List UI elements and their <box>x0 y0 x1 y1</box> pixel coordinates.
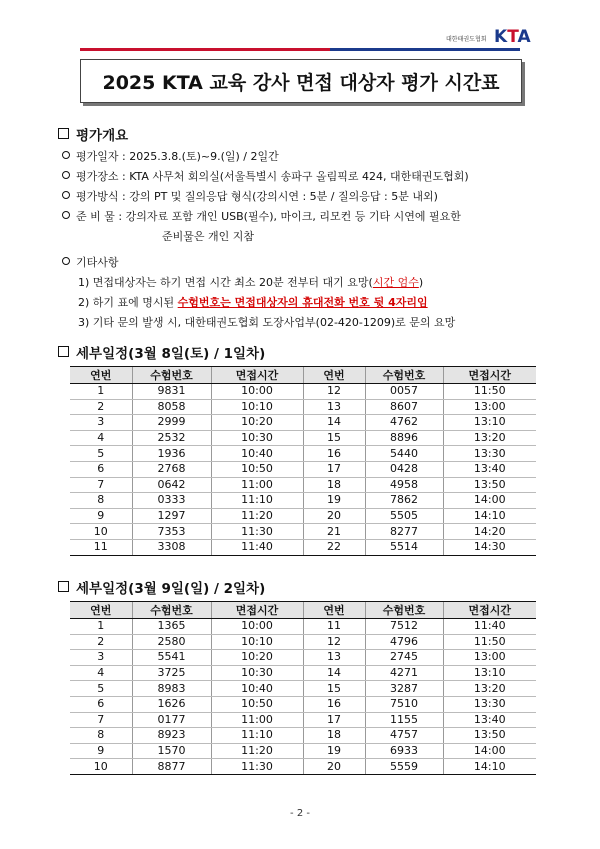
table-cell: 12 <box>303 634 365 650</box>
day2-heading-text: 세부일정(3월 9일(일) / 2일차) <box>76 581 266 597</box>
table-cell: 9831 <box>132 384 211 400</box>
circle-bullet-icon <box>62 191 70 199</box>
table-cell: 0642 <box>132 477 211 493</box>
table-cell: 11:30 <box>211 524 303 540</box>
column-header: 수험번호 <box>365 602 443 619</box>
table-cell: 14:00 <box>443 493 536 509</box>
table-cell: 2745 <box>365 650 443 666</box>
table-cell: 14 <box>303 415 365 431</box>
table-row <box>70 696 536 712</box>
day1-heading <box>58 342 265 362</box>
overview-prep-text: 준 비 물 : 강의자료 포함 개인 USB(필수), 마이크, 리모컨 등 기타 시연에 필요한 <box>76 210 461 223</box>
table-header-row <box>70 367 536 384</box>
table-cell: 13:40 <box>443 461 536 477</box>
table-cell: 15 <box>303 681 365 697</box>
table-cell: 9 <box>70 508 132 524</box>
column-header: 수험번호 <box>132 367 211 384</box>
square-bullet-icon <box>58 128 69 139</box>
table-cell: 0333 <box>132 493 211 509</box>
table-row <box>70 384 536 400</box>
table-cell: 11:10 <box>211 493 303 509</box>
table-cell: 10:30 <box>211 430 303 446</box>
table-cell: 5505 <box>365 508 443 524</box>
overview-heading <box>58 124 128 144</box>
table-cell: 14 <box>303 665 365 681</box>
table-cell: 2532 <box>132 430 211 446</box>
table-cell: 12 <box>303 384 365 400</box>
column-header: 면접시간 <box>211 367 303 384</box>
table-cell: 3725 <box>132 665 211 681</box>
table-cell: 13:20 <box>443 430 536 446</box>
table-row <box>70 650 536 666</box>
table-cell: 21 <box>303 524 365 540</box>
table-cell: 13:50 <box>443 728 536 744</box>
table-cell: 0177 <box>132 712 211 728</box>
note-1-close: ) <box>418 276 424 289</box>
document-title: 2025 KTA 교육 강사 면접 대상자 평가 시간표 <box>80 59 522 103</box>
table-cell: 4796 <box>365 634 443 650</box>
table-cell: 5440 <box>365 446 443 462</box>
table-cell: 17 <box>303 461 365 477</box>
overview-place-text: 평가장소 : KTA 사무처 회의실(서울특별시 송파구 올림픽로 424, 대한태권도협회) <box>76 170 469 183</box>
day1-schedule-table <box>70 366 536 556</box>
table-row <box>70 712 536 728</box>
circle-bullet-icon <box>62 151 70 159</box>
table-row <box>70 477 536 493</box>
table-cell: 8983 <box>132 681 211 697</box>
table-cell: 13:30 <box>443 446 536 462</box>
table-cell: 7 <box>70 477 132 493</box>
table-cell: 9 <box>70 743 132 759</box>
table-cell: 10:40 <box>211 446 303 462</box>
table-cell: 13:10 <box>443 665 536 681</box>
table-cell: 5 <box>70 446 132 462</box>
etc-heading-text: 기타사항 <box>76 256 119 269</box>
column-header: 수험번호 <box>132 602 211 619</box>
table-cell: 3287 <box>365 681 443 697</box>
table-cell: 10 <box>70 759 132 775</box>
table-cell: 7353 <box>132 524 211 540</box>
table-cell: 11:30 <box>211 759 303 775</box>
overview-date <box>62 148 279 164</box>
table-cell: 11:00 <box>211 712 303 728</box>
table-cell: 1297 <box>132 508 211 524</box>
day2-schedule-table <box>70 601 536 775</box>
column-header: 면접시간 <box>443 602 536 619</box>
table-cell: 17 <box>303 712 365 728</box>
column-header: 면접시간 <box>211 602 303 619</box>
note-2-text: 2) 하기 표에 명시된 <box>78 296 178 309</box>
overview-heading-text: 평가개요 <box>76 128 129 144</box>
table-cell: 13 <box>303 650 365 666</box>
table-cell: 10 <box>70 524 132 540</box>
table-cell: 14:00 <box>443 743 536 759</box>
note-2 <box>78 294 428 310</box>
table-cell: 11:50 <box>443 384 536 400</box>
table-cell: 18 <box>303 477 365 493</box>
table-cell: 1626 <box>132 696 211 712</box>
table-row <box>70 665 536 681</box>
table-cell: 8877 <box>132 759 211 775</box>
table-cell: 6933 <box>365 743 443 759</box>
table-cell: 11:20 <box>211 743 303 759</box>
table-cell: 22 <box>303 539 365 555</box>
table-row <box>70 539 536 555</box>
table-cell: 10:10 <box>211 399 303 415</box>
table-cell: 7512 <box>365 619 443 635</box>
table-cell: 7862 <box>365 493 443 509</box>
overview-date-text: 평가일자 : 2025.3.8.(토)~9.(일) / 2일간 <box>76 150 279 163</box>
table-cell: 19 <box>303 743 365 759</box>
table-cell: 0057 <box>365 384 443 400</box>
column-header: 연번 <box>70 602 132 619</box>
table-cell: 14:10 <box>443 508 536 524</box>
overview-prep <box>62 208 461 224</box>
table-header-row <box>70 602 536 619</box>
overview-method <box>62 188 438 204</box>
table-cell: 8607 <box>365 399 443 415</box>
table-cell: 10:20 <box>211 415 303 431</box>
table-cell: 20 <box>303 508 365 524</box>
table-cell: 11 <box>70 539 132 555</box>
table-row <box>70 681 536 697</box>
table-cell: 13:40 <box>443 712 536 728</box>
table-cell: 5514 <box>365 539 443 555</box>
note-1-text: 1) 면접대상자는 하기 면접 시간 최소 20분 전부터 대기 요망( <box>78 276 373 289</box>
column-header: 수험번호 <box>365 367 443 384</box>
table-cell: 11:50 <box>443 634 536 650</box>
logo-letter-t: T <box>507 27 518 47</box>
table-cell: 11:20 <box>211 508 303 524</box>
table-cell: 16 <box>303 696 365 712</box>
column-header: 연번 <box>303 602 365 619</box>
table-cell: 10:30 <box>211 665 303 681</box>
table-cell: 11:40 <box>443 619 536 635</box>
table-cell: 15 <box>303 430 365 446</box>
table-cell: 13:00 <box>443 399 536 415</box>
table-cell: 5559 <box>365 759 443 775</box>
table-cell: 2 <box>70 399 132 415</box>
table-cell: 13:10 <box>443 415 536 431</box>
day1-heading-text: 세부일정(3월 8일(토) / 1일차) <box>76 346 266 362</box>
table-cell: 4757 <box>365 728 443 744</box>
table-row <box>70 493 536 509</box>
page-number: - 2 - <box>290 808 310 819</box>
table-cell: 10:00 <box>211 619 303 635</box>
table-cell: 8923 <box>132 728 211 744</box>
table-cell: 1155 <box>365 712 443 728</box>
table-cell: 8277 <box>365 524 443 540</box>
note-2-emphasis: 수험번호는 면접대상자의 휴대전화 번호 뒷 4자리임 <box>177 296 428 309</box>
table-row <box>70 508 536 524</box>
table-cell: 10:50 <box>211 696 303 712</box>
table-cell: 10:40 <box>211 681 303 697</box>
table-row <box>70 743 536 759</box>
table-cell: 4762 <box>365 415 443 431</box>
table-row <box>70 728 536 744</box>
square-bullet-icon <box>58 346 69 357</box>
table-cell: 11:40 <box>211 539 303 555</box>
table-cell: 3 <box>70 650 132 666</box>
table-cell: 14:30 <box>443 539 536 555</box>
table-cell: 2999 <box>132 415 211 431</box>
table-cell: 4271 <box>365 665 443 681</box>
table-cell: 10:10 <box>211 634 303 650</box>
circle-bullet-icon <box>62 171 70 179</box>
table-cell: 7 <box>70 712 132 728</box>
overview-method-text: 평가방식 : 강의 PT 및 질의응답 형식(강의시연 : 5분 / 질의응답 : 5분 내외) <box>76 190 438 203</box>
table-cell: 1 <box>70 384 132 400</box>
circle-bullet-icon <box>62 257 70 265</box>
table-cell: 10:50 <box>211 461 303 477</box>
column-header: 연번 <box>303 367 365 384</box>
table-cell: 14:10 <box>443 759 536 775</box>
column-header: 연번 <box>70 367 132 384</box>
table-cell: 20 <box>303 759 365 775</box>
table-cell: 8 <box>70 493 132 509</box>
table-cell: 5541 <box>132 650 211 666</box>
table-cell: 10:00 <box>211 384 303 400</box>
table-cell: 18 <box>303 728 365 744</box>
table-row <box>70 415 536 431</box>
table-cell: 13:20 <box>443 681 536 697</box>
table-cell: 8896 <box>365 430 443 446</box>
note-1-emphasis: 시간 엄수 <box>372 276 419 289</box>
header-rule-red <box>80 48 330 51</box>
table-cell: 16 <box>303 446 365 462</box>
table-cell: 6 <box>70 696 132 712</box>
note-1 <box>78 274 423 290</box>
table-row <box>70 399 536 415</box>
table-cell: 4 <box>70 665 132 681</box>
overview-prep-cont: 준비물은 개인 지참 <box>162 230 255 243</box>
table-cell: 11:10 <box>211 728 303 744</box>
table-cell: 13:00 <box>443 650 536 666</box>
table-cell: 4958 <box>365 477 443 493</box>
table-cell: 13 <box>303 399 365 415</box>
table-cell: 1936 <box>132 446 211 462</box>
table-cell: 13:30 <box>443 696 536 712</box>
logo-subtitle: 대한태권도협회 <box>446 36 487 43</box>
table-row <box>70 619 536 635</box>
table-cell: 0428 <box>365 461 443 477</box>
table-cell: 6 <box>70 461 132 477</box>
table-row <box>70 524 536 540</box>
table-row <box>70 461 536 477</box>
table-row <box>70 634 536 650</box>
table-cell: 19 <box>303 493 365 509</box>
table-row <box>70 430 536 446</box>
table-cell: 1570 <box>132 743 211 759</box>
table-cell: 2580 <box>132 634 211 650</box>
table-cell: 3308 <box>132 539 211 555</box>
table-cell: 1 <box>70 619 132 635</box>
table-cell: 1365 <box>132 619 211 635</box>
day2-heading <box>58 577 265 597</box>
etc-heading <box>62 254 119 270</box>
table-cell: 11:00 <box>211 477 303 493</box>
note-3: 3) 기타 문의 발생 시, 대한태권도협회 도장사업부(02-420-1209)로 문의 요망 <box>78 316 456 329</box>
table-cell: 3 <box>70 415 132 431</box>
table-cell: 2768 <box>132 461 211 477</box>
kta-logo <box>494 27 531 47</box>
table-cell: 8 <box>70 728 132 744</box>
logo-letter-k: K <box>494 27 508 47</box>
table-cell: 14:20 <box>443 524 536 540</box>
table-row <box>70 759 536 775</box>
table-cell: 5 <box>70 681 132 697</box>
column-header: 면접시간 <box>443 367 536 384</box>
table-row <box>70 446 536 462</box>
table-cell: 11 <box>303 619 365 635</box>
overview-place <box>62 168 469 184</box>
square-bullet-icon <box>58 581 69 592</box>
logo-letter-a: A <box>517 27 531 47</box>
header-rule-blue <box>330 48 520 51</box>
table-cell: 8058 <box>132 399 211 415</box>
circle-bullet-icon <box>62 211 70 219</box>
table-cell: 7510 <box>365 696 443 712</box>
table-cell: 2 <box>70 634 132 650</box>
table-cell: 4 <box>70 430 132 446</box>
table-cell: 13:50 <box>443 477 536 493</box>
table-cell: 10:20 <box>211 650 303 666</box>
